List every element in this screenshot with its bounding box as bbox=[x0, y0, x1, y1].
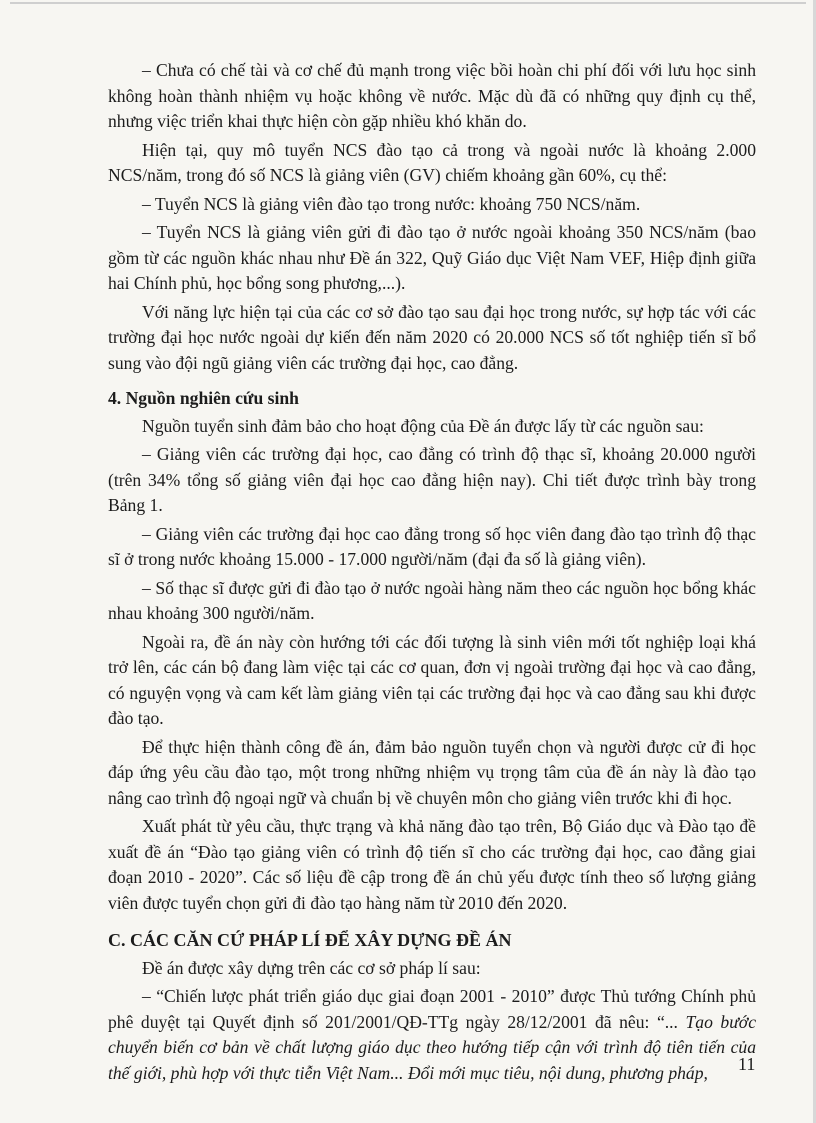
list-item: – Giảng viên các trường đại học, cao đẳng có trình độ thạc sĩ, khoảng 20.000 người (trên 34% tổng số giảng viên đại học cao đẳng hiện nay). Chi tiết được trình bày trong Bảng 1. bbox=[108, 444, 756, 515]
top-edge-rule bbox=[10, 2, 806, 4]
chapter-heading: C. CÁC CĂN CỨ PHÁP LÍ ĐỂ XÂY DỰNG ĐỀ ÁN bbox=[108, 930, 512, 950]
page-number: 11 bbox=[738, 1054, 756, 1074]
paragraph: Xuất phát từ yêu cầu, thực trạng và khả năng đào tạo trên, Bộ Giáo dục và Đào tạo đề xuất đề án “Đào tạo giảng viên có trình độ tiến sĩ cho các trường đại học, cao đẳng giai đoạn 2010 - 2020”. Các số liệu đề cập trong đề án chủ yếu được tính theo số lượng giảng viên được tuyển chọn gửi đi đào tạo hàng năm từ 2010 đến 2020. bbox=[108, 816, 756, 913]
paragraph: Ngoài ra, đề án này còn hướng tới các đối tượng là sinh viên mới tốt nghiệp loại khá trở lên, các cán bộ đang làm việc tại các cơ quan, đơn vị ngoài trường đại học và cao đẳng, có nguyện vọng và cam kết làm giảng viên tại các trường đại học và cao đẳng sau khi được đào tạo. bbox=[108, 631, 756, 728]
quote-paragraph bbox=[108, 984, 756, 1086]
paragraph: – Chưa có chế tài và cơ chế đủ mạnh trong việc bồi hoàn chi phí đối với lưu học sinh không hoàn thành nhiệm vụ hoặc không về nước. Mặc dù đã có những quy định cụ thể, nhưng việc triển khai thực hiện còn gặp nhiều khó khăn do. bbox=[108, 60, 756, 131]
list-item: – Số thạc sĩ được gửi đi đào tạo ở nước ngoài hàng năm theo các nguồn học bổng khác nhau khoảng 300 người/năm. bbox=[108, 577, 756, 623]
paragraph: Nguồn tuyển sinh đảm bảo cho hoạt động của Đề án được lấy từ các nguồn sau: bbox=[142, 415, 704, 436]
paragraph: Để thực hiện thành công đề án, đảm bảo nguồn tuyển chọn và người được cử đi học đáp ứng yêu cầu đào tạo, một trong những nhiệm vụ trọng tâm của đề án này là đào tạo nâng cao trình độ ngoại ngữ và chuẩn bị về chuyên môn cho giảng viên trước khi đi học. bbox=[108, 736, 756, 808]
paragraph: Với năng lực hiện tại của các cơ sở đào tạo sau đại học trong nước, sự hợp tác với các trường đại học nước ngoài dự kiến đến năm 2020 có 20.000 NCS số tốt nghiệp tiến sĩ bổ sung vào đội ngũ giảng viên các trường đại học, cao đẳng. bbox=[108, 301, 756, 373]
section-heading: 4. Nguồn nghiên cứu sinh bbox=[108, 388, 299, 408]
quote-italic-text: Tạo bước chuyển biến cơ bản về chất lượng giáo dục theo hướng tiếp cận với trình độ tiên tiến của thế giới, phù hợp với thực tiễn Việt Nam... Đổi mới mục tiêu, nội dung, phương pháp, bbox=[108, 1011, 756, 1083]
paragraph: Đề án được xây dựng trên các cơ sở pháp lí sau: bbox=[142, 957, 481, 978]
paragraph: Hiện tại, quy mô tuyển NCS đào tạo cả trong và ngoài nước là khoảng 2.000 NCS/năm, trong đó số NCS là giảng viên (GV) chiếm khoảng gần 60%, cụ thể: bbox=[108, 139, 756, 185]
quote-lead-text: – “Chiến lược phát triển giáo dục giai đoạn 2001 - 2010” được Thủ tướng Chính phủ phê duyệt tại Quyết định số 201/2001/QĐ-TTg ngày 28/12/2001 đã nêu: “... bbox=[108, 986, 756, 1032]
list-item: – Tuyển NCS là giảng viên gửi đi đào tạo ở nước ngoài khoảng 350 NCS/năm (bao gồm từ các nguồn khác nhau như Đề án 322, Quỹ Giáo dục Việt Nam VEF, Hiệp định giữa hai Chính phủ, học bổng song phương,...). bbox=[108, 222, 756, 293]
document-body bbox=[108, 58, 756, 1089]
list-item: – Giảng viên các trường đại học cao đẳng trong số học viên đang đào tạo trình độ thạc sĩ ở trong nước khoảng 15.000 - 17.000 người/năm (đại đa số là giảng viên). bbox=[108, 523, 756, 569]
list-item: – Tuyển NCS là giảng viên đào tạo trong nước: khoảng 750 NCS/năm. bbox=[142, 193, 641, 214]
